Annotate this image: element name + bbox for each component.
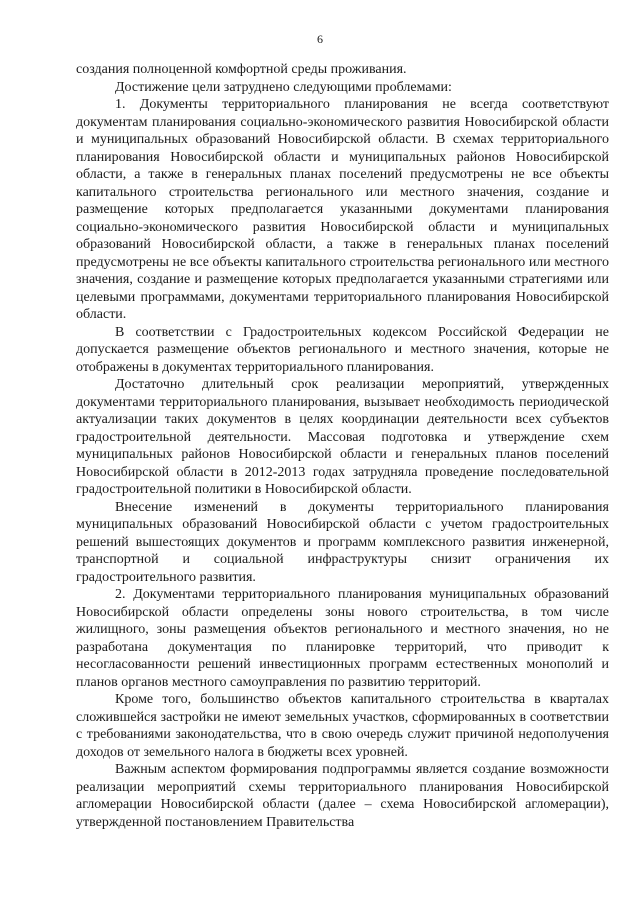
paragraph-agglomeration: Важным аспектом формирования подпрограммы является создание возможности реализации мероприятий схемы территориального планирования Новосибирской агломерации Новосибирской области (далее – схема Новосибирской агломерации), утвержденной постановлением Правительства bbox=[76, 762, 609, 830]
paragraph-land-plots: Кроме того, большинство объектов капитального строительства в кварталах сложившейся застройки не имеют земельных участков, сформированных в соответствии с требованиями законодательства, что в свою очередь служит причиной недополучения доходов от земельного налога в бюджеты всех уровней. bbox=[76, 692, 609, 760]
paragraph-urban-code: В соответствии с Градостроительных кодексом Российской Федерации не допускается размещение объектов регионального и местного значения, которые не отображены в документах территориального планирования. bbox=[76, 324, 609, 375]
paragraph-long-term: Достаточно длительный срок реализации мероприятий, утвержденных документами территориального планирования, вызывает необходимость периодической актуализации таких документов в целях координации деятельности всех субъектов градостроительной деятельности. Массовая подготовка и утверждение схем муниципальных районов Новосибирской области и генеральных планов поселений Новосибирской области в 2012-2013 годах затрудняла проведение последовательной градостроительной политики в Новосибирской области. bbox=[76, 377, 609, 497]
paragraph-problem-2: 2. Документами территориального планирования муниципальных образований Новосибирской области определены зоны нового строительства, в том числе жилищного, зоны размещения объектов регионального и местного значения, но не разработана документация по планировке территорий, что приводит к несогласованности решений инвестиционных программ естественных монополий и планов органов местного самоуправления по развитию территорий. bbox=[76, 587, 609, 690]
paragraph-problems-intro: Достижение цели затруднено следующими проблемами: bbox=[115, 79, 452, 95]
paragraph-problem-1: 1. Документы территориального планирования не всегда соответствуют документам планирования социально-экономического развития Новосибирской области и муниципальных образований Новосибирской области. В схемах территориального планирования Новосибирской области и муниципальных районов Новосибирской области, а также в генеральных планах поселений предусмотрены не все объекты капитального строительства регионального или местного значения, создание и размещение которых предполагается указанными документами планирования социально-экономического развития Новосибирской области и муниципальных образований Новосибирской области, а также в генеральных планах поселений предусмотрены не все объекты капитального строительства регионального или местного значения, создание и размещение которых предполагается указанными стратегиями или целевыми программами, документами территориального планирования Новосибирской области. bbox=[76, 97, 609, 322]
page-number: 6 bbox=[317, 32, 323, 46]
paragraph-continuation: создания полноценной комфортной среды проживания. bbox=[76, 62, 407, 77]
document-body bbox=[76, 61, 609, 831]
paragraph-amendments: Внесение изменений в документы территориального планирования муниципальных образований Новосибирской области с учетом градостроительных решений вышестоящих документов и программ комплексного развития инженерной, транспортной и социальной инфраструктуры снизит ограничения их градостроительного развития. bbox=[76, 499, 609, 585]
